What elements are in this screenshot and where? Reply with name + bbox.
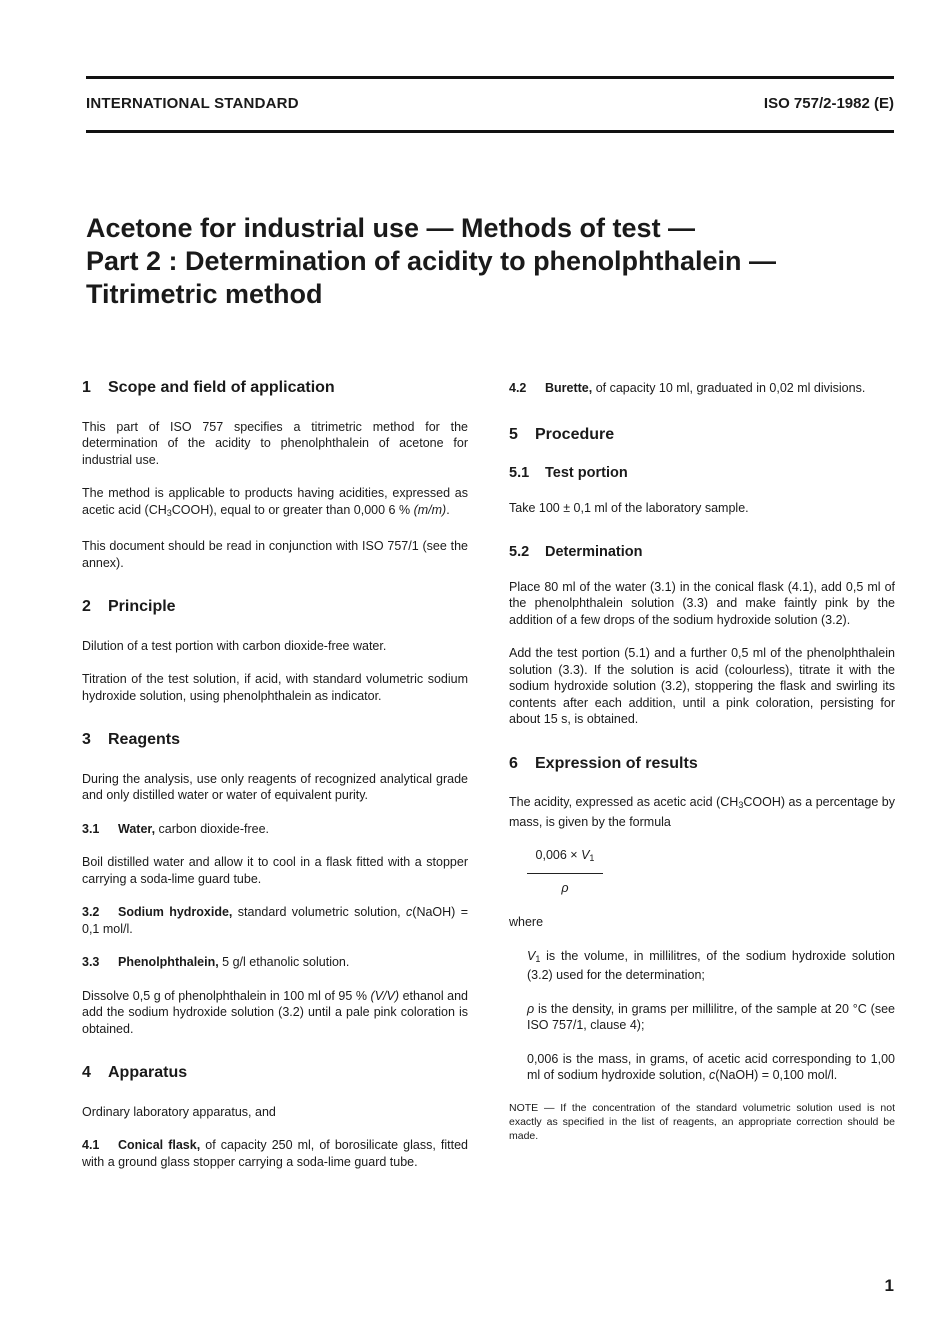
paragraph: Dissolve 0,5 g of phenolphthalein in 100 ml of 95 % (V/V) ethanol and add the sodium hydroxide solution (3.2) until a pale pink coloration is obtained. [82,988,468,1036]
title-line-3: Titrimetric method [86,279,323,309]
paragraph: Ordinary laboratory apparatus, and [82,1104,276,1119]
reagent-item: 3.1 Water, carbon dioxide-free. [82,821,270,836]
reagent-item: 3.3 Phenolphthalein, 5 g/l ethanolic solution. [82,955,350,969]
note: NOTE — If the concentration of the standard volumetric solution used is not exactly as specified in the list of reagents, an appropriate correction should be made. [509,1101,895,1142]
paragraph: Place 80 ml of the water (3.1) in the conical flask (4.1), add 0,5 ml of the phenolphthalein solution (3.3) and make faintly pink by the addition of a few drops of the sodium hydroxide solution (3.2). [509,579,895,627]
paragraph: Boil distilled water and allow it to cool in a flask fitted with a stopper carrying a soda-lime guard tube. [82,855,468,886]
title-line-1: Acetone for industrial use — Methods of test — [86,213,696,243]
section-procedure [509,427,895,728]
section-scope [82,380,468,571]
definition: 0,006 is the mass, in grams, of acetic acid corresponding to 1,00 ml of sodium hydroxide solution, c(NaOH) = 0,100 mol/l. [527,1051,895,1082]
subsection-heading: 5.2 Determination [509,544,643,560]
definition: $V_1$ is the volume, in millilitres, of the sodium hydroxide solution (3.2) used for the determination; [527,948,895,982]
section-reagents [82,732,468,1037]
header-rule [86,130,894,133]
paragraph: Add the test portion (5.1) and a further 0,5 ml of the phenolphthalein solution (3.3). If the solution is acid (colourless), titrate it with the sodium hydroxide solution (3.2), stoppering the flask and swirling its contents after each addition, until a pink coloration, persisting for about 15 s, is obtained. [509,646,895,726]
formula-numerator: $0,006 \times V_1$ [527,847,603,874]
paragraph: This document should be read in conjunction with ISO 757/1 (see the annex). [82,539,468,570]
paragraph: This part of ISO 757 specifies a titrimetric method for the determination of the acidity to phenolphthalein of acetone for industrial use. [82,419,468,467]
top-rule [86,76,894,79]
formula [527,847,603,896]
reagent-item: 3.2 Sodium hydroxide, standard volumetric solution, c(NaOH) = 0,1 mol/l. [82,905,468,936]
paragraph: Take 100 ± 0,1 ml of the laboratory sample. [509,500,749,515]
section-heading: 2 Principle [82,598,176,615]
document-title [86,212,906,311]
paragraph: During the analysis, use only reagents of recognized analytical grade and only distilled water or water of equivalent purity. [82,771,468,802]
right-column [509,380,895,1171]
page-number: 1 [884,1276,894,1295]
section-heading: 4 Apparatus [82,1064,188,1081]
document-type: INTERNATIONAL STANDARD [86,95,299,112]
definition: ρ is the density, in grams per millilitre, of the sample at 20 °C (see ISO 757/1, clause 4); [527,1001,895,1032]
paragraph: The method is applicable to products having acidities, expressed as acetic acid $(CH_3COOH)$, equal to or greater than 0,000 6 % (m/m). [82,486,468,518]
section-principle [82,599,468,704]
title-line-2: Part 2 : Determination of acidity to phenolphthalein — [86,246,777,276]
subsection-heading: 5.1 Test portion [509,465,628,481]
document-number: ISO 757/2-1982 (E) [763,95,894,112]
apparatus-item: 4.1 Conical flask, of capacity 250 ml, of borosilicate glass, fitted with a ground glass stopper carrying a soda-lime guard tube. [82,1138,468,1169]
formula-denominator: ρ [561,880,569,895]
section-heading: 1 Scope and field of application [82,379,335,396]
section-heading: 5 Procedure [509,425,615,443]
paragraph: The acidity, expressed as acetic acid $(CH_3COOH)$ as a percentage by mass, is given by the formula [509,795,895,829]
section-expression-of-results [509,756,895,1143]
paragraph: Dilution of a test portion with carbon dioxide-free water. [82,638,387,653]
left-column [82,380,468,1198]
section-apparatus [82,1065,468,1170]
paragraph: Titration of the test solution, if acid, with standard volumetric sodium hydroxide solution, using phenolphthalein as indicator. [82,672,468,703]
where-label: where [509,915,544,929]
section-heading: 3 Reagents [82,731,181,748]
section-heading: 6 Expression of results [509,754,698,772]
apparatus-item: 4.2 Burette, of capacity 10 ml, graduated in 0,02 ml divisions. [509,381,866,395]
